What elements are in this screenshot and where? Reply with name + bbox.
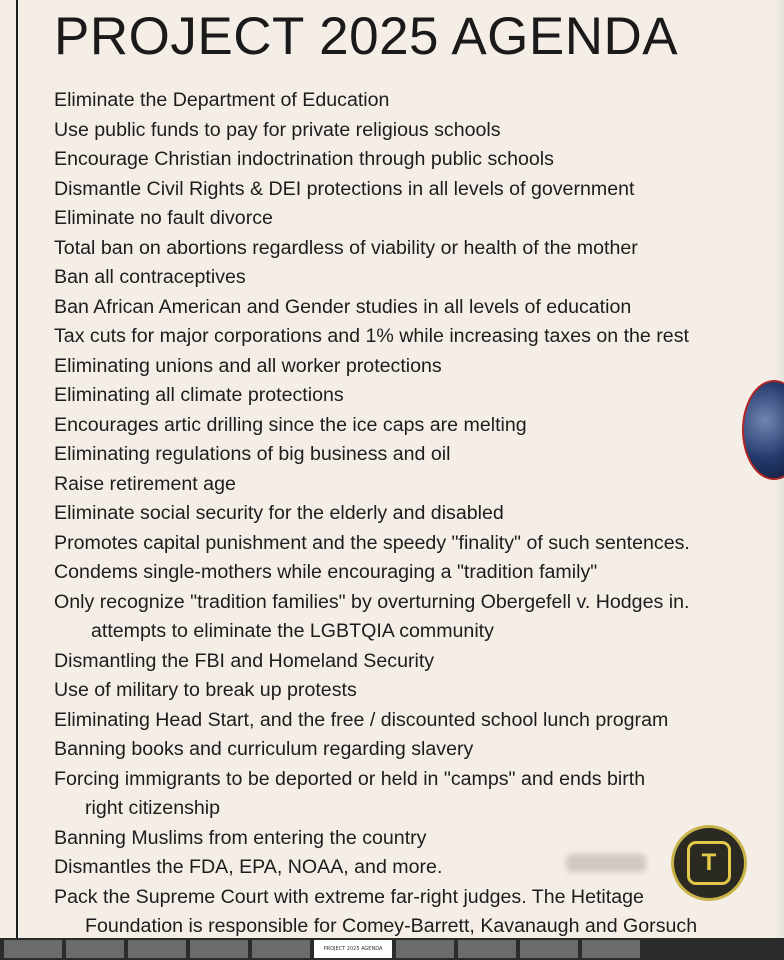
thumbnail-strip <box>0 938 784 960</box>
list-item: Eliminating all climate protections <box>54 384 344 406</box>
list-item: Condems single-mothers while encouraging a "tradition family" <box>54 561 598 583</box>
list-item-continuation: Foundation is responsible for Comey-Barrett, Kavanaugh and Gorsuch <box>85 915 698 937</box>
list-item: Dismantles the FDA, EPA, NOAA, and more. <box>54 856 443 878</box>
thumbnail[interactable] <box>396 940 454 958</box>
list-item: Banning Muslims from entering the country <box>54 826 427 849</box>
list-item: Use public funds to pay for private religious schools <box>54 118 501 141</box>
list-item: Pack the Supreme Court with extreme far-right judges. The Hetitage <box>54 885 644 908</box>
thumbnail[interactable] <box>582 940 640 958</box>
left-border-line <box>16 0 18 938</box>
list-item: Dismantling the FBI and Homeland Security <box>54 649 435 672</box>
list-item-continuation: right citizenship <box>85 797 221 819</box>
list-item: Total ban on abortions regardless of viability or health of the mother <box>54 236 638 259</box>
thumbnail[interactable] <box>190 940 248 958</box>
list-item: Encourage Christian indoctrination through public schools <box>54 148 554 170</box>
list-item: Ban African American and Gender studies in all levels of education <box>54 295 632 318</box>
lens-button[interactable] <box>674 828 744 898</box>
list-item: Banning books and curriculum regarding slavery <box>54 738 474 760</box>
list-item: Use of military to break up protests <box>54 679 357 701</box>
page-title: PROJECT 2025 AGENDA <box>54 7 679 66</box>
watermark-smudge <box>566 854 646 872</box>
lens-icon: T <box>687 841 731 885</box>
agenda-list <box>54 86 776 942</box>
thumbnail-label: PROJECT 2025 AGENDA <box>323 946 383 952</box>
thumbnail[interactable] <box>520 940 578 958</box>
thumbnail-active[interactable] <box>314 940 392 958</box>
list-item: Tax cuts for major corporations and 1% while increasing taxes on the rest <box>54 325 689 347</box>
thumbnail[interactable] <box>66 940 124 958</box>
list-item: Eliminating unions and all worker protections <box>54 354 442 377</box>
list-item: Promotes capital punishment and the speedy "finality" of such sentences. <box>54 531 690 554</box>
list-item: Ban all contraceptives <box>54 266 246 288</box>
thumbnail[interactable] <box>128 940 186 958</box>
thumbnail[interactable] <box>458 940 516 958</box>
list-item: Raise retirement age <box>54 472 236 495</box>
list-item: Dismantle Civil Rights & DEI protections in all levels of government <box>54 177 635 200</box>
list-item: Only recognize "tradition families" by overturning Obergefell v. Hodges in. <box>54 590 690 613</box>
list-item: Eliminate social security for the elderly and disabled <box>54 502 504 524</box>
list-item: Forcing immigrants to be deported or held in "camps" and ends birth <box>54 767 646 790</box>
list-item: Encourages artic drilling since the ice caps are melting <box>54 413 527 436</box>
list-item: Eliminating regulations of big business and oil <box>54 443 451 465</box>
list-item: Eliminate no fault divorce <box>54 207 273 229</box>
list-item-continuation: attempts to eliminate the LGBTQIA community <box>91 620 494 642</box>
list-item: Eliminate the Department of Education <box>54 89 390 111</box>
thumbnail[interactable] <box>252 940 310 958</box>
list-item: Eliminating Head Start, and the free / discounted school lunch program <box>54 708 669 731</box>
thumbnail[interactable] <box>4 940 62 958</box>
right-edge-shadow <box>774 0 784 938</box>
